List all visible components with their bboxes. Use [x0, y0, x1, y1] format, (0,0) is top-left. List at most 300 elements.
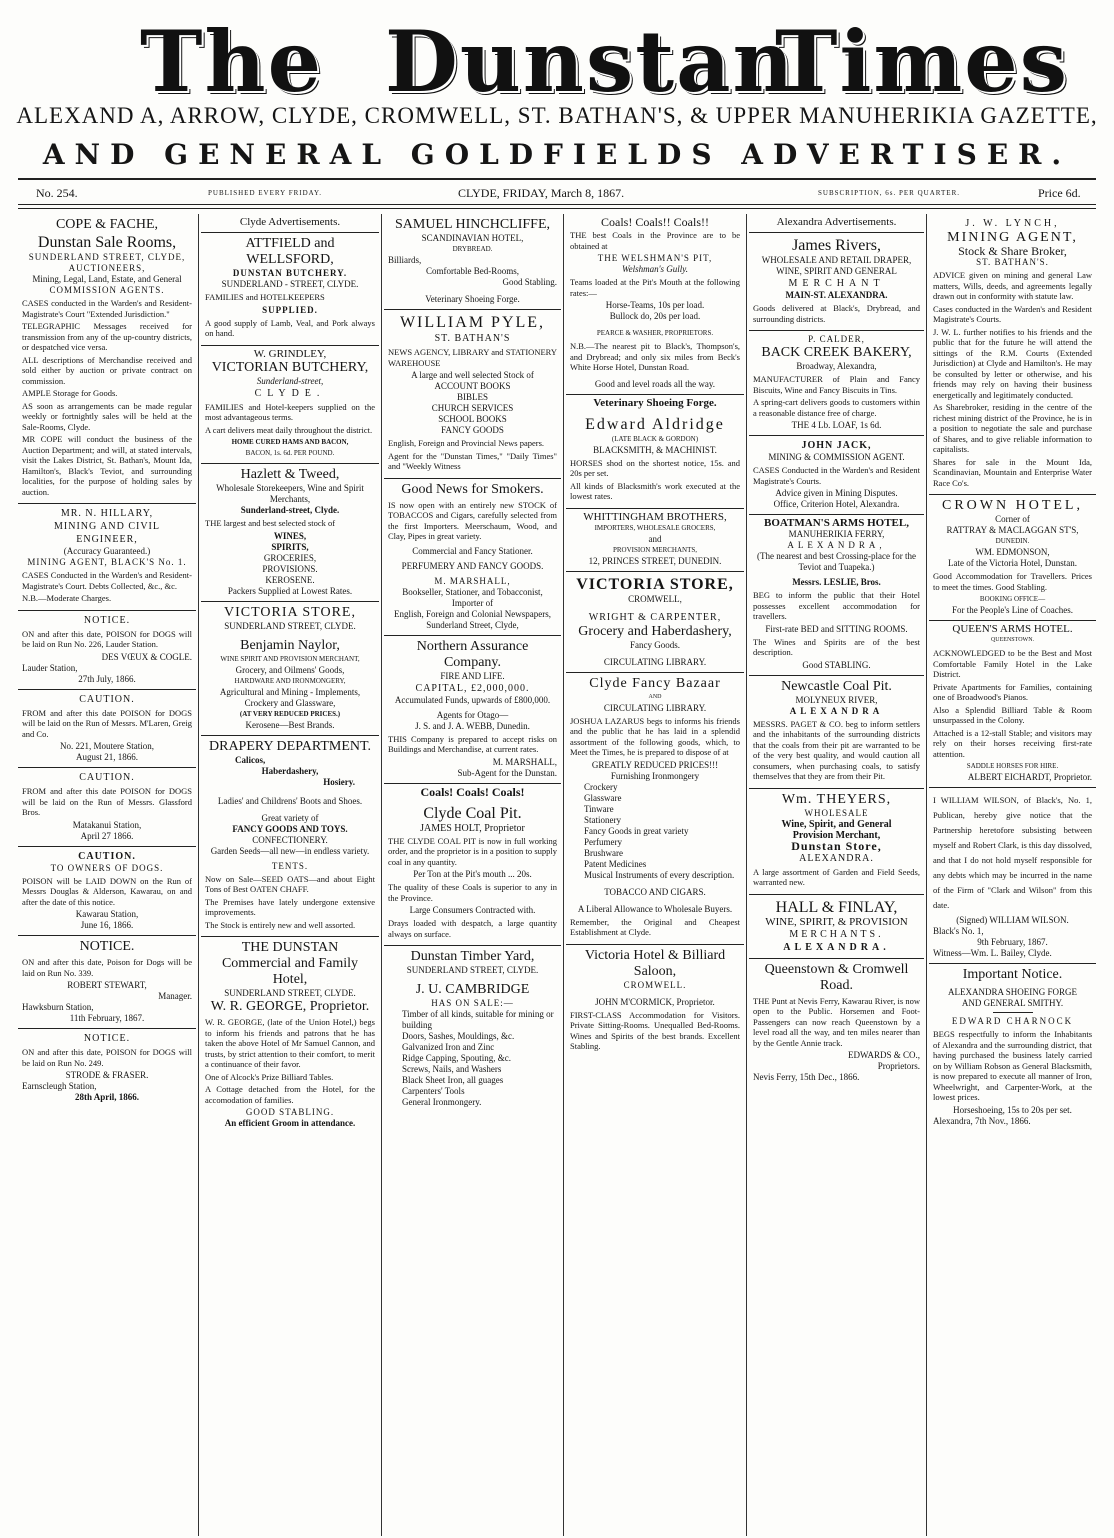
ad-town: ALEXANDRA. — [799, 852, 874, 864]
notice-title: CAUTION. — [78, 850, 136, 862]
ad-text: Remember, the Original and Cheapest Establishment at Clyde. — [570, 916, 740, 937]
ad-text: CASES Conducted in the Warden's and Resident Magistrate's Courts. — [753, 465, 920, 486]
ad-text: ACKNOWLEDGED to be the Best and Most Comfortable Family Hotel in the Lake District. — [933, 648, 1092, 679]
column-divider — [198, 214, 199, 1536]
notice-stewart — [18, 936, 196, 1029]
ad-street: 12, PRINCES STREET, DUNEDIN. — [588, 555, 722, 566]
column-6 — [929, 214, 1096, 1536]
ad-text: A spring-cart delivers goods to customers within a reasonable distance free of charge. — [753, 397, 920, 418]
list-item: BIBLES — [456, 392, 488, 402]
ad-text: FANCY GOODS AND TOYS. — [232, 823, 348, 834]
dateline-rule-bottom — [18, 208, 1096, 209]
list-item: Glassware — [584, 792, 622, 803]
ad-title: Coals! Coals!! Coals!! — [601, 215, 709, 229]
ad-calder-bakery — [749, 331, 924, 436]
ad-subtitle: CIRCULATING LIBRARY. — [603, 656, 707, 667]
ad-text: NEWS AGENCY, LIBRARY and STATIONERY WAREHOUSE — [388, 347, 557, 368]
list-item: Doors, Sashes, Mouldings, &c. — [402, 1031, 515, 1041]
ad-name: WM. EDMONSON, — [975, 547, 1050, 557]
ad-text: One of Alcock's Prize Billiard Tables. — [205, 1071, 334, 1082]
ad-text: THIS Company is prepared to accept risks on Buildings and Merchandise, at current rates. — [388, 733, 557, 754]
ad-northern-assurance — [384, 636, 561, 784]
notice-signature: STRODE & FRASER. — [65, 1070, 149, 1080]
ad-subtitle: CIRCULATING LIBRARY. — [603, 702, 707, 713]
ad-street: Broadway, Alexandra, — [796, 361, 877, 371]
ad-victoria-store-clyde — [201, 602, 379, 736]
ad-text: (The nearest and best Crossing-place for the Teviot and Tuapeka.) — [757, 551, 916, 572]
ad-text: A large and well selected Stock of — [411, 370, 534, 380]
ad-subtitle: PROVISION MERCHANTS, — [612, 545, 697, 554]
ad-town: ALEXANDRA, — [787, 540, 886, 550]
ad-text: TENTS. — [271, 860, 309, 871]
ad-subtitle: WINE, SPIRIT AND GENERAL — [776, 266, 897, 276]
list-item: Carpenters' Tools — [402, 1086, 465, 1096]
ad-name: JOHN M'CORMICK, Proprietor. — [595, 996, 715, 1007]
notice-date: June 16, 1866. — [80, 920, 134, 930]
column-divider — [563, 214, 564, 1536]
ad-title: WILLIAM PYLE, — [399, 314, 546, 331]
ad-text: As Sharebroker, residing in the centre of the richest mining district of the Province, he is in a position to negotiate the sale and purchase of Shares, and to give reliable information to capitalists. — [933, 402, 1092, 454]
ad-queens-arms — [929, 621, 1096, 788]
ad-text: MESSRS. PAGET & CO. beg to inform settlers and the inhabitants of the surrounding districts that the coals from their pit are warranted to be of the very best quality, and would caution all consumers, when purchasing coals, to satisfy themselves that they are from their Pit. — [753, 718, 920, 781]
ad-text: HARDWARE AND IRONMONGERY, — [234, 676, 346, 685]
ad-text: MR COPE will conduct the business of the Auction Department; and will, at stated intervals, visit the Lakes District, St. Bathan's, Mount Ida, Hamilton's, Black's Teviot, and surrounding localities, for the purpose of holding sales by auction. — [22, 434, 192, 497]
list-item: FANCY GOODS — [441, 425, 504, 435]
ad-text: MANUFACTURER of Plain and Fancy Biscuits, Wine and Fancy Biscuits in Tins. — [753, 374, 920, 395]
ad-grindley — [201, 346, 379, 465]
ad-john-jack — [749, 436, 924, 515]
ad-text: WINE SPIRIT AND PROVISION MERCHANT, — [220, 654, 360, 663]
ad-subtitle: Corner of — [995, 514, 1030, 524]
ad-text: Billiards, — [388, 255, 422, 265]
ad-text: Bookseller, Stationer, and Tobacconist, Importer of — [402, 586, 543, 608]
ad-role: COMMISSION AGENTS. — [49, 285, 165, 295]
ad-subtitle: ALEXANDRA SHOEING FORGE — [947, 987, 1077, 997]
ad-text: THE Punt at Nevis Ferry, Kawarau River, is now open to the Public. Horsemen and Foot-Passengers can now reach Queenstown by a level road all the way, and ten miles nearer than by the Gentle Annie track. — [753, 995, 920, 1048]
ad-role: AUCTIONEERS, — [68, 263, 146, 273]
ad-text: A large assortment of Garden and Field Seeds, warranted new. — [753, 866, 920, 887]
ad-text: Drays loaded with despatch, a large quantity always on surface. — [388, 918, 557, 939]
ad-town: ALEXANDRA. — [783, 941, 890, 953]
ad-text: Goods delivered at Black's, Drybread, and surrounding districts. — [753, 303, 920, 324]
list-item: PROVISIONS. — [262, 563, 318, 574]
ad-subtitle: THE WELSHMAN'S PIT, — [597, 253, 713, 263]
ad-text: PERFUMERY AND FANCY GOODS. — [401, 560, 544, 571]
ad-town: CROMWELL, — [628, 593, 682, 604]
ad-title: Newcastle Coal Pit. — [781, 678, 892, 694]
ad-name: J. U. CAMBRIDGE — [415, 982, 530, 997]
notice-des-voeux — [18, 611, 196, 690]
ad-title: Clyde Fancy Bazaar — [589, 675, 721, 691]
ad-title: JOHN JACK, — [801, 440, 872, 451]
notice-title: NOTICE. — [79, 939, 135, 954]
notice-text: POISON will be LAID DOWN on the Run of Messrs Douglas & Alderson, Kawarau, on and after the date of this notice. — [22, 875, 192, 907]
ad-town: QUEENSTOWN. — [990, 637, 1035, 643]
notice-text: ON and after this date, POISON for DOGS will be laid on Run No. 226, Lauder Station. — [22, 628, 192, 649]
columns — [18, 214, 1096, 1536]
column-1 — [18, 214, 196, 1536]
ad-role: Sub-Agent for the Dunstan. — [457, 767, 557, 778]
ad-text: BEGS respectfully to inform the Inhabitants of Alexandra and the surrounding district, that having purchased the business lately carried on by William Robson as General Blacksmith, is now prepared to execute all manner of Iron, Wheelwright, and Carpenter-Work, at the lowest prices. — [933, 1029, 1092, 1102]
ad-hinchcliffe — [384, 214, 561, 310]
ad-subtitle: Provision Merchant, — [792, 829, 881, 841]
ad-signature: M. MARSHALL, — [492, 756, 557, 767]
ad-text: SADDLE HORSES FOR HIRE. — [966, 762, 1059, 770]
ad-text: THE best Coals in the Province are to be obtained at — [570, 230, 740, 251]
published-note: PUBLISHED EVERY FRIDAY. — [208, 189, 322, 197]
ad-text: CASES conducted in the Warden's and Resident-Magistrate's Court "Extended Jurisdiction." — [22, 298, 192, 319]
ad-subtitle: Dunstan Sale Rooms, — [37, 234, 177, 251]
notice-place: Lauder Station, — [22, 662, 78, 673]
ad-text: ADVICE given on mining and general Law matters, Wills, deeds, and agreements legally drawn out in conformity with statute law. — [933, 270, 1092, 301]
ad-subtitle: and — [648, 533, 662, 544]
ad-dunstan-hotel — [201, 937, 379, 1133]
ad-text: Grocery, and Oilmens' Goods, — [235, 664, 345, 675]
list-item: SCHOOL BOOKS — [438, 414, 507, 424]
ad-text: HOME CURED HAMS AND BACON, — [231, 438, 349, 446]
ad-name: WRIGHT & CARPENTER, — [588, 611, 722, 623]
ad-queenstown-cromwell-road — [749, 959, 924, 1088]
notice-title: CAUTION. — [79, 693, 135, 705]
ad-subtitle: MINING AND CIVIL ENGINEER, — [54, 521, 160, 545]
list-item: Haberdashery, — [261, 765, 319, 776]
section-heading: Alexandra Advertisements. — [776, 216, 897, 228]
ad-subtitle: Wine, Spirit, and General — [781, 818, 892, 830]
notice-text: FROM and after this date POISON for DOGS will be laid on the Run of Messrs. Glassford Bros. — [22, 786, 192, 817]
ad-text: HAS ON SALE:— — [431, 998, 514, 1008]
ad-subtitle: Dunstan Store, — [791, 838, 882, 853]
ad-street: SUNDERLAND STREET, CLYDE, — [28, 252, 186, 262]
ad-town: DRYBREAD. — [452, 245, 493, 253]
ad-town: CROMWELL. — [623, 979, 687, 990]
column-3 — [384, 214, 561, 1536]
list-item: Galvanized Iron and Zinc — [402, 1042, 495, 1052]
ad-subtitle: MOLYNEUX RIVER, — [795, 694, 878, 705]
ad-subtitle: MINING AGENT, — [947, 230, 1078, 245]
notice-date: 28th April, 1866. — [74, 1092, 139, 1102]
ad-subtitle: BACK CREEK BAKERY, — [761, 345, 912, 360]
ad-important-notice — [929, 964, 1096, 1131]
ad-dunstan-timber-yard — [384, 946, 561, 1112]
ad-town: ALEXANDRA — [789, 705, 884, 716]
ad-title: COPE & FACHE, — [55, 217, 159, 232]
ad-text: THE 4 Lb. LOAF, 1s 6d. — [791, 420, 882, 430]
newspaper-title — [0, 12, 1114, 111]
list-item: Black Sheet Iron, all guages — [402, 1075, 504, 1085]
ad-text: THE largest and best selected stock of — [205, 518, 336, 528]
ad-text: N.B.—Moderate Charges. — [22, 593, 112, 603]
notice-text: FROM and after this date POISON for DOGS will be laid on the Run of Messrs. M'Laren, Greig and Co. — [22, 707, 192, 739]
column-divider — [746, 214, 747, 1536]
ad-text: A cart delivers meat daily throughout the district. — [205, 424, 373, 435]
ad-name: W. R. GEORGE, Proprietor. — [210, 999, 370, 1014]
ad-title: Good News for Smokers. — [401, 481, 544, 497]
ad-text: Advice given in Mining Disputes. — [775, 488, 898, 498]
ad-subtitle: Commercial and Family Hotel, — [221, 956, 359, 987]
ad-text: BEG to inform the public that their Hotel possesses excellent accommodation for travellers. — [753, 590, 920, 621]
list-item: Screws, Nails, and Washers — [402, 1064, 502, 1074]
ad-subtitle: VICTORIAN BUTCHERY, — [211, 359, 369, 375]
ad-title: Hazlett & Tweed, — [240, 467, 340, 482]
ad-subtitle: IMPORTERS, WHOLESALE GROCERS, — [594, 523, 716, 532]
section-heading: Clyde Advertisements. — [239, 216, 341, 228]
notice-signature: ROBERT STEWART, — [67, 980, 147, 990]
ad-text: W. R. GEORGE, (late of the Union Hotel,) begs to inform his friends and patrons that he has taken the above Hotel of Mr Samuel Cannon, and trusts, by strict attention to their comfort, to merit a continuance of their favor. — [205, 1017, 375, 1069]
ad-text: GREATLY REDUCED PRICES!!! — [591, 759, 719, 770]
ad-good-news-smokers — [384, 479, 561, 636]
ad-subtitle: Welshman's Gully. — [621, 264, 689, 274]
notice-date: April 27 1866. — [80, 830, 134, 841]
ad-text: For the People's Line of Coaches. — [951, 605, 1074, 615]
ad-town: ST. BATHAN'S. — [976, 257, 1049, 267]
ad-text: Kerosene—Best Brands. — [245, 719, 335, 730]
ad-town: DUNEDIN. — [995, 537, 1030, 545]
ad-text: Per Ton at the Pit's mouth ... 20s. — [413, 869, 532, 879]
ad-title: J. W. LYNCH, — [965, 218, 1060, 229]
ad-subtitle: WHOLESALE — [804, 807, 869, 818]
list-item: Stationery — [584, 814, 621, 825]
list-item: CHURCH SERVICES — [431, 403, 514, 413]
ad-street: SUNDERLAND STREET, CLYDE. — [406, 965, 539, 975]
ad-subtitle: WINE, SPIRIT, & PROVISION — [765, 915, 908, 928]
ad-title: BOATMAN'S ARMS HOTEL, — [764, 517, 909, 529]
ad-text: TELEGRAPHIC Messages received for transmission from any of the up-country districts, or despatched vice versa. — [22, 321, 192, 352]
ad-text: Large Consumers Contracted with. — [409, 905, 536, 915]
ad-text: FAMILIES and HOTELKEEPERS — [205, 292, 325, 302]
ad-title: W. GRINDLEY, — [253, 347, 327, 360]
ad-street: SUNDERLAND STREET, CLYDE. — [224, 620, 356, 631]
ad-text: BACON, 1s. 6d. PER POUND. — [245, 449, 335, 457]
list-item: Tinware — [584, 803, 614, 814]
ad-subtitle: BLACKSMITH, & MACHINIST. — [593, 444, 717, 455]
ad-title: Coals! Coals! Coals! — [420, 784, 525, 799]
title-word-the: The — [140, 12, 324, 111]
ad-attfield-wellsford — [201, 233, 379, 346]
ad-text: Good and level roads all the way. — [594, 378, 716, 389]
ad-street: Sunderland-street, — [256, 375, 324, 386]
notice-witness: Witness—Wm. L. Bailey, Clyde. — [933, 948, 1052, 958]
ad-date: Nevis Ferry, 15th Dec., 1866. — [753, 1072, 860, 1082]
ad-text: TOBACCO AND CIGARS. — [604, 886, 706, 897]
caution-douglas — [18, 847, 196, 937]
ad-clyde-fancy-bazaar — [566, 673, 744, 945]
ad-text: FIRST-CLASS Accommodation for Visitors. Private Sitting-Rooms. Unequalled Bed-Rooms. Wines and Spirits of the best brands. Excellent Stabling. — [570, 1009, 740, 1051]
ad-text: Commercial and Fancy Stationer. — [412, 545, 533, 556]
price: Price 6d. — [1038, 186, 1081, 200]
ad-title: WHITTINGHAM BROTHERS, — [583, 510, 727, 523]
masthead — [0, 0, 1114, 175]
notice-text: I WILLIAM WILSON, of Black's, No. 1, Publican, hereby give notice that the Partnership heretofore subsisting between myself and Robert Clark, is this day dissolved, and that I do not hold myself responsible for any debts which may be incurred in the name of the Firm of "Clark and Wilson" from this date. — [933, 795, 1092, 910]
issue-date: CLYDE, FRIDAY, March 8, 1867. — [458, 186, 625, 200]
column-2 — [201, 214, 379, 1536]
ad-date: Alexandra, 7th Nov., 1866. — [933, 1115, 1031, 1126]
list-item: General Ironmongery. — [402, 1097, 482, 1107]
ad-cope-fache — [18, 214, 196, 504]
ad-text: FAMILIES and Hotel-keepers supplied on the most advantageous terms. — [205, 401, 375, 422]
ad-text: First-rate BED and SITTING ROOMS. — [765, 623, 908, 634]
notice-title: CAUTION. — [79, 772, 135, 783]
section-alexandra-advertisements — [749, 214, 924, 233]
ad-title: Northern Assurance Company. — [416, 638, 529, 670]
ad-subtitle: (LATE BLACK & GORDON) — [611, 434, 699, 443]
ad-text: AS soon as arrangements can be made regular weekly or fortnightly sales will be held at the Sale-Rooms, Clyde. — [22, 400, 192, 432]
ad-name: Benjamin Naylor, — [240, 637, 340, 653]
ad-role: Proprietors. — [877, 1061, 920, 1071]
ad-text: English, Foreign and Colonial Newspapers, Sunderland Street, Clyde, — [394, 608, 551, 630]
ad-text: Agent for the "Dunstan Times," "Daily Times" and "Weekly Witness — [388, 450, 557, 471]
ad-text: PEARCE & WASHER, PROPRIETORS. — [596, 329, 714, 337]
ad-title: MR. N. HILLARY, — [60, 508, 154, 519]
ad-text: Good STABLING. — [802, 659, 871, 670]
ad-text: A good supply of Lamb, Veal, and Pork always on hand. — [205, 317, 375, 338]
ad-text: The Stock is entirely new and well assorted. — [205, 919, 356, 930]
ad-subtitle: MERCHANTS. — [789, 928, 884, 940]
ad-drapery-department — [201, 736, 379, 938]
ad-text: (AT VERY REDUCED PRICES.) — [239, 709, 341, 718]
ad-subtitle: Clyde Coal Pit. — [423, 804, 522, 822]
ad-text: GOOD STABLING. — [245, 1107, 335, 1117]
ad-edward-aldridge — [566, 395, 744, 509]
dateline — [18, 184, 1096, 202]
ad-text: Accumulated Funds, upwards of £800,000. — [394, 694, 551, 705]
ad-text: Attached is a 12-stall Stable; and visitors may rely on their horses receiving first-rate attention. — [933, 727, 1092, 759]
ad-text: Crockery and Glassware, — [244, 697, 336, 708]
ad-title: Wm. THEYERS, — [781, 791, 892, 807]
ad-hillary — [18, 504, 196, 611]
ad-crown-hotel — [929, 495, 1096, 621]
ad-william-pyle — [384, 310, 561, 479]
ad-text: Teams loaded at the Pit's Mouth at the following rates:— — [570, 277, 740, 298]
list-item: Perfumery — [584, 836, 622, 847]
ad-title: VICTORIA STORE, — [576, 575, 734, 593]
list-item: WINES, — [273, 530, 307, 541]
ad-subtitle: AND — [648, 693, 662, 700]
ad-signature: EDWARDS & CO., — [847, 1050, 920, 1060]
caution-mlaren — [18, 690, 196, 769]
subscription-note: SUBSCRIPTION, 6s. PER QUARTER. — [818, 189, 960, 197]
masthead-rule — [18, 178, 1096, 180]
gazette-subtitle: ALEXAND A, ARROW, CLYDE, CROMWELL, ST. BATHAN'S, & UPPER MANUHERIKIA GAZETTE, — [16, 103, 1098, 128]
ad-subtitle: Stock & Share Broker, — [958, 244, 1067, 258]
ad-text: Now on Sale—SEED OATS—and about Eight Tons of Best OATEN CHAFF. — [205, 873, 375, 894]
ad-text: AMPLE Storage for Goods. — [22, 388, 118, 398]
list-item: SPIRITS, — [271, 541, 309, 552]
notice-place: Black's No. 1, — [933, 926, 984, 936]
ad-text: HORSES shod on the shortest notice, 15s. and 20s per set. — [570, 457, 740, 478]
ad-welshmans-pit — [566, 214, 744, 395]
list-item: KEROSENE. — [265, 574, 315, 585]
ad-text: Horse-Teams, 10s per load. — [605, 300, 705, 310]
ad-text: All kinds of Blacksmith's work executed at the lowest rates. — [570, 480, 740, 501]
ad-text: An efficient Groom in attendance. — [224, 1118, 356, 1128]
ad-text: Veterinary Shoeing Forge. — [425, 294, 520, 304]
list-item: Calicos, — [235, 754, 266, 765]
ad-subtitle: Fancy Goods. — [630, 639, 680, 650]
ad-subtitle: Grocery and Haberdashery, — [578, 623, 732, 639]
list-item: Patent Medicines — [584, 858, 647, 869]
ad-hazlett-tweed — [201, 464, 379, 602]
ad-hall-finlay — [749, 895, 924, 959]
ad-title: Victoria Hotel & Billiard Saloon, — [584, 947, 726, 979]
ad-text: Agents for Otago— — [436, 709, 509, 720]
column-divider — [926, 214, 927, 1536]
ad-subtitle: RATTRAY & MACLAGGAN ST'S, — [946, 525, 1079, 535]
ad-whittingham-brothers — [566, 509, 744, 572]
title-word-dunstan: Dunstan — [385, 12, 796, 111]
ad-text: Horseshoeing, 15s to 20s per set. — [953, 1104, 1072, 1115]
ad-text: SUPPLIED. — [262, 304, 318, 315]
ad-subtitle: MINING AGENT, BLACK'S No. 1. — [27, 557, 187, 567]
ad-text: ALBERT EICHARDT, Proprietor. — [967, 772, 1092, 782]
ad-text: Late of the Victoria Hotel, Dunstan. — [947, 558, 1077, 568]
ad-street: SUNDERLAND STREET, CLYDE. — [224, 988, 356, 998]
ad-subtitle: Wholesale Storekeepers, Wine and Spirit Merchants, — [216, 483, 364, 504]
notice-william-wilson — [929, 788, 1096, 964]
ad-street: Sunderland-street, Clyde. — [240, 505, 340, 515]
ad-subtitle: ST. BATHAN'S — [434, 333, 511, 344]
ad-text: Good Stabling. — [502, 277, 557, 287]
ad-text: Bullock do, 20s per load. — [609, 311, 701, 321]
ad-role: Mining, Legal, Land, Estate, and General — [32, 274, 182, 284]
ad-subtitle: MANUHERIKIA FERRY, — [788, 529, 885, 539]
notice-role: Manager. — [158, 991, 192, 1001]
ad-text: ALL descriptions of Merchandise received and sold either by auction or private contract on commission. — [22, 354, 192, 386]
ad-text: JOSHUA LAZARUS begs to informs his friends and the public that he has laid in a splendid assortment of the following goods, which, to Meet the Times, he is prepared to dispose of at — [570, 715, 740, 757]
ad-name: JAMES HOLT, Proprietor — [420, 822, 525, 834]
ad-text: Ladies' and Childrens' Boots and Shoes. — [217, 795, 363, 806]
notice-title: NOTICE. — [83, 614, 131, 626]
ad-street: SUNDERLAND - STREET, CLYDE. — [221, 279, 359, 289]
ad-text: BOOKING OFFICE— — [979, 595, 1046, 603]
ad-text: CASES Conducted in the Warden's and Resident-Magistrate's Court. Debts Collected, &c., &c. — [22, 570, 192, 591]
notice-subtitle: TO OWNERS OF DOGS. — [50, 862, 164, 873]
notice-place: Kawarau Station, — [75, 909, 139, 919]
ad-subtitle: FIRE AND LIFE. — [440, 670, 505, 681]
column-4 — [566, 214, 744, 1536]
notice-date: 11th February, 1867. — [69, 1013, 145, 1023]
ad-text: Garden Seeds—all new—in endless variety. — [210, 845, 370, 856]
advertiser-subtitle: AND GENERAL GOLDFIELDS ADVERTISER. — [42, 138, 1072, 171]
ad-text: J. S. and J. A. WEBB, Dunedin. — [415, 720, 530, 731]
notice-place: Matakanui Station, — [72, 819, 142, 830]
notice-place: Earnscleugh Station, — [22, 1081, 97, 1091]
ad-text: A Liberal Allowance to Wholesale Buyers. — [577, 903, 733, 914]
ad-name: Messrs. LESLIE, Bros. — [792, 577, 881, 587]
ad-subtitle: WHOLESALE AND RETAIL DRAPER, — [761, 255, 912, 265]
notice-text: ON and after this date, POISON for DOGS will be laid on Run No. 249. — [22, 1047, 192, 1068]
list-item: Musical Instruments of every description. — [584, 869, 735, 880]
notice-place: Hawksburn Station, — [22, 1002, 94, 1012]
notice-date: 9th February, 1867. — [977, 937, 1048, 947]
ad-text: Agricultural and Mining - Implements, — [219, 686, 361, 697]
ad-text: Shares for sale in the Mount Ida, Scandinavian, Mountain and Enterprise Water Race Co's. — [933, 456, 1092, 488]
column-5 — [749, 214, 924, 1536]
notice-signature: DES VŒUX & COGLE. — [101, 651, 192, 662]
ad-text: Cases conducted in the Warden's and Resident Magistrate's Courts. — [933, 303, 1092, 324]
ad-street: MAIN-ST. ALEXANDRA. — [785, 290, 888, 300]
ad-newcastle-coal-pit — [749, 676, 924, 789]
ad-text: N.B.—The nearest pit to Black's, Thompson's, and Drybread; and only six miles from Beck's White Horse Hotel, Dunstan Road. — [570, 341, 740, 372]
list-item: Brushware — [584, 847, 623, 858]
ad-text: A Cottage detached from the Hotel, for the accomodation of families. — [205, 1084, 375, 1105]
dateline-rule-top — [18, 204, 1096, 205]
ad-james-rivers — [749, 233, 924, 331]
ad-text: Private Apartments for Families, containing one of Broadwood's Pianos. — [933, 681, 1092, 702]
ad-title: DRAPERY DEPARTMENT. — [209, 738, 371, 754]
ad-text: Great variety of — [261, 812, 319, 823]
notice-text: ON and after this date, Poison for Dogs will be laid on Run No. 339. — [22, 957, 192, 978]
ad-subtitle: DUNSTAN BUTCHERY. — [232, 268, 348, 278]
